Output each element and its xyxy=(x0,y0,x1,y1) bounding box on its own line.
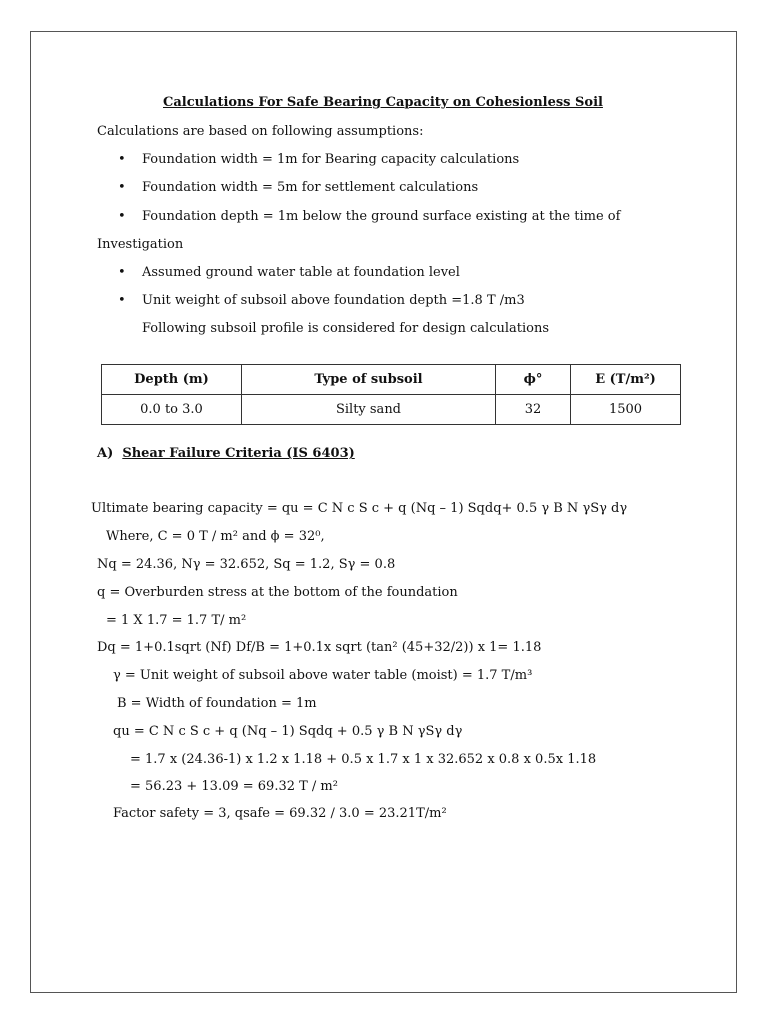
intro-text: Calculations are based on following assumptions: xyxy=(97,124,424,139)
table-cell: Silty sand xyxy=(242,395,496,425)
bullet-item: Foundation width = 1m for Bearing capacity calculations xyxy=(142,152,520,167)
calc-line: Nq = 24.36, Nγ = 32.652, Sq = 1.2, Sγ = 0.8 xyxy=(97,557,396,572)
bullet-continuation: Investigation xyxy=(97,237,184,252)
table-header: Depth (m) xyxy=(102,365,242,395)
table-row xyxy=(102,395,681,425)
calc-line: B = Width of foundation = 1m xyxy=(117,696,317,711)
section-a-heading xyxy=(97,446,355,462)
table-cell: 32 xyxy=(496,395,571,425)
calc-line: Ultimate bearing capacity = qu = C N c S c + q (Nq – 1) Sqdq+ 0.5 γ B N γSγ dγ xyxy=(91,501,628,516)
section-label: A) xyxy=(97,446,114,461)
calc-line: Dq = 1+0.1sqrt (Nf) Df/B = 1+0.1x sqrt (tan² (45+32/2)) x 1= 1.18 xyxy=(97,640,542,655)
bullet-item: Assumed ground water table at foundation level xyxy=(142,265,460,280)
table-cell: 0.0 to 3.0 xyxy=(102,395,242,425)
calc-line: = 1.7 x (24.36-1) x 1.2 x 1.18 + 0.5 x 1.7 x 1 x 32.652 x 0.8 x 0.5x 1.18 xyxy=(130,752,597,767)
calc-line: Where, C = 0 T / m² and ϕ = 32⁰, xyxy=(106,529,325,544)
table-cell: 1500 xyxy=(571,395,681,425)
profile-note: Following subsoil profile is considered for design calculations xyxy=(142,321,550,336)
calc-line: qu = C N c S c + q (Nq – 1) Sqdq + 0.5 γ B N γSγ dγ xyxy=(113,724,463,739)
table-header: E (T/m²) xyxy=(571,365,681,395)
bullet-marker: • xyxy=(118,180,126,195)
calc-line: q = Overburden stress at the bottom of the foundation xyxy=(97,585,458,600)
subsoil-table xyxy=(101,364,681,425)
bullet-marker: • xyxy=(118,209,126,224)
calc-line: Factor safety = 3, qsafe = 69.32 / 3.0 = 23.21T/m² xyxy=(113,806,447,821)
bullet-item: Foundation depth = 1m below the ground surface existing at the time of xyxy=(142,209,621,224)
table-header: Type of subsoil xyxy=(242,365,496,395)
calc-line: = 1 X 1.7 = 1.7 T/ m² xyxy=(106,613,247,628)
bullet-marker: • xyxy=(118,265,126,280)
bullet-item: Foundation width = 5m for settlement calculations xyxy=(142,180,479,195)
calc-line: = 56.23 + 13.09 = 69.32 T / m² xyxy=(130,779,338,794)
bullet-marker: • xyxy=(118,152,126,167)
section-title: Shear Failure Criteria (IS 6403) xyxy=(122,446,355,461)
bullet-marker: • xyxy=(118,293,126,308)
table-header-row xyxy=(102,365,681,395)
document-title: Calculations For Safe Bearing Capacity on Cohesionless Soil xyxy=(163,95,603,110)
bullet-item: Unit weight of subsoil above foundation depth =1.8 T /m3 xyxy=(142,293,525,308)
calc-line: γ = Unit weight of subsoil above water table (moist) = 1.7 T/m³ xyxy=(113,668,533,683)
table-header: ϕ° xyxy=(496,365,571,395)
